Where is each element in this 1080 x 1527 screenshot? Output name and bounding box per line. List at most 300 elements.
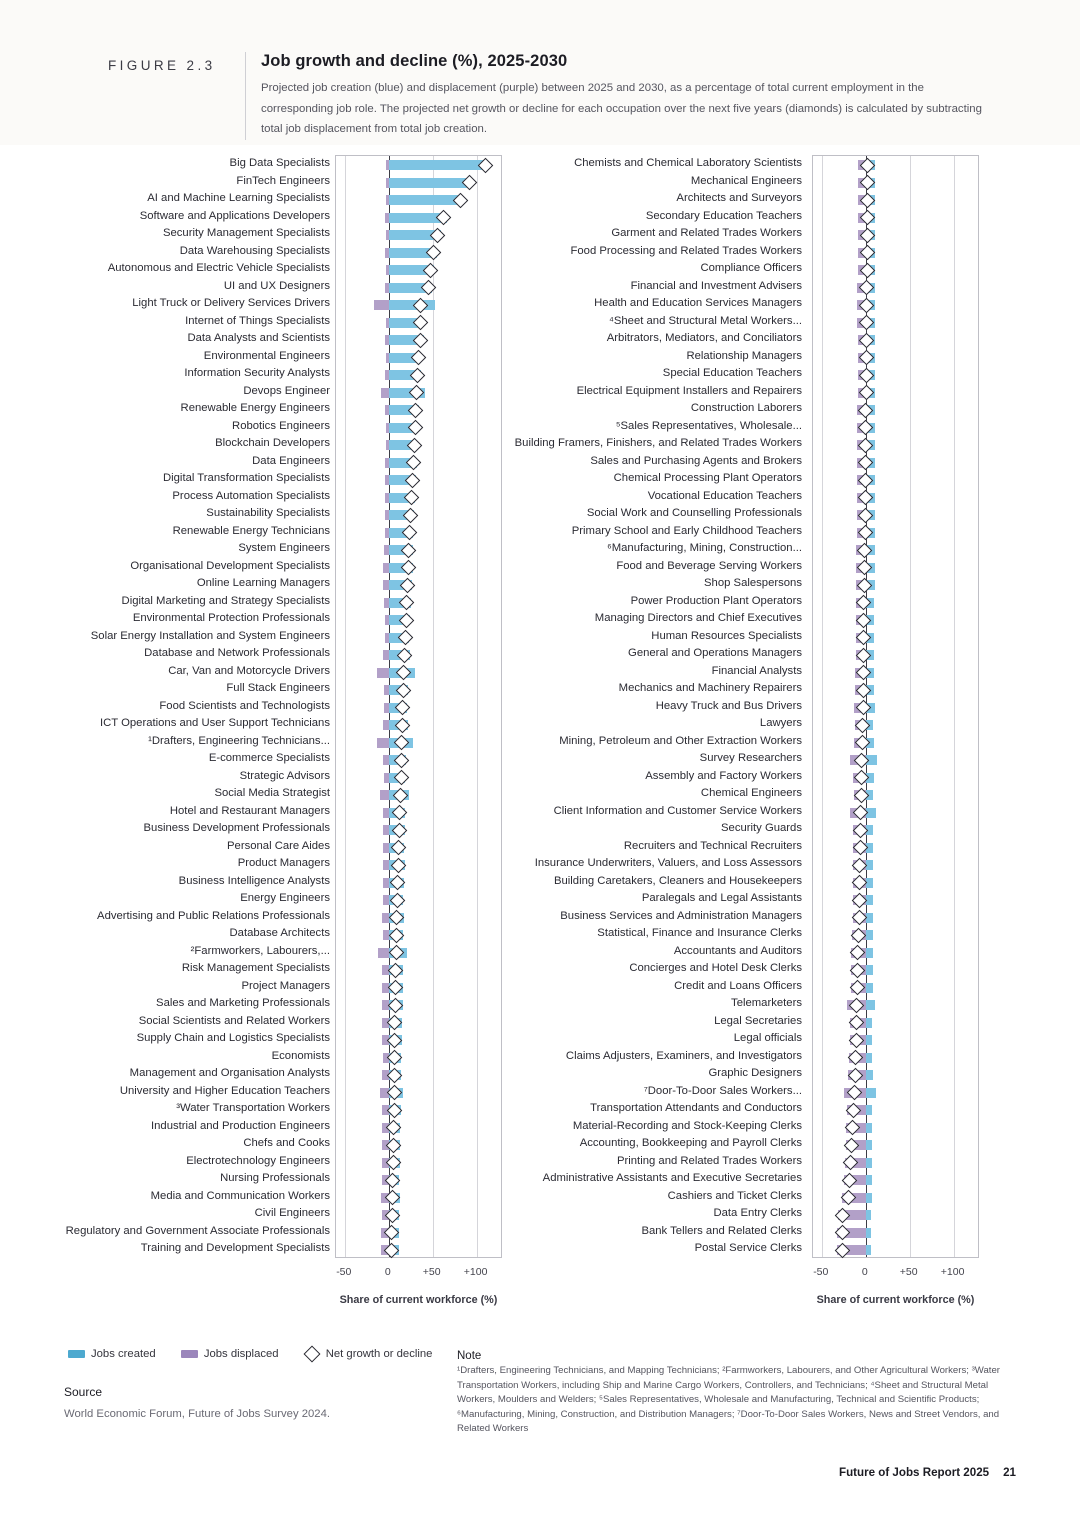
chart-row xyxy=(813,156,978,174)
chart-row xyxy=(336,296,501,314)
row-label: Financial Analysts xyxy=(711,664,802,677)
chart-row xyxy=(336,191,501,209)
row-label: Shop Salespersons xyxy=(704,577,802,589)
chart-row xyxy=(813,366,978,384)
chart-row xyxy=(336,1084,501,1102)
figure-subtitle: Projected job creation (blue) and displacement (purple) between 2025 and 2030, as a percentage of total current employment in the corresponding job role. The projected net growth or decline for each occupation over the next five years (diamonds) is calculated by subtracting total job displacement from total job creation. xyxy=(261,82,982,135)
row-label: ⁶Manufacturing, Mining, Construction... xyxy=(607,542,802,554)
chart-row xyxy=(336,874,501,892)
bar-jobs-displaced xyxy=(382,913,389,923)
row-label: System Engineers xyxy=(238,542,330,554)
chart-row xyxy=(813,1031,978,1049)
x-axis-tick: 0 xyxy=(384,1265,391,1278)
row-label: Robotics Engineers xyxy=(232,419,330,432)
row-label: Blockchain Developers xyxy=(215,437,330,449)
x-axis-tick: -50 xyxy=(813,1265,829,1278)
chart-row xyxy=(813,1049,978,1067)
bar-jobs-created xyxy=(866,1193,872,1203)
row-label: Supply Chain and Logistics Specialists xyxy=(136,1032,330,1044)
legend-label-net: Net growth or decline xyxy=(325,1348,433,1360)
row-label: Database and Network Professionals xyxy=(144,647,330,659)
chart-row xyxy=(336,1031,501,1049)
row-label: Insurance Underwriters, Valuers, and Loss Assessors xyxy=(534,857,802,869)
row-label: Credit and Loans Officers xyxy=(674,979,802,992)
chart-row xyxy=(813,1189,978,1207)
chart-row xyxy=(336,751,501,769)
row-label: Sales and Marketing Professionals xyxy=(156,997,330,1009)
row-label: ⁷Door-To-Door Sales Workers... xyxy=(643,1084,802,1097)
row-label: Digital Transformation Specialists xyxy=(162,472,330,484)
chart-row xyxy=(336,524,501,542)
row-label: Recruiters and Technical Recruiters xyxy=(623,839,802,852)
chart-row xyxy=(336,559,501,577)
row-label: Food Processing and Related Trades Workers xyxy=(570,244,802,257)
row-label: Information Security Analysts xyxy=(184,367,330,379)
bar-jobs-displaced xyxy=(386,160,389,170)
chart-row xyxy=(336,384,501,402)
chart-row xyxy=(336,961,501,979)
chart-row xyxy=(813,401,978,419)
chart-row xyxy=(336,1119,501,1137)
bar-jobs-displaced xyxy=(386,230,389,240)
chart-row xyxy=(813,821,978,839)
chart-row xyxy=(336,1171,501,1189)
chart-row xyxy=(813,664,978,682)
bar-jobs-displaced xyxy=(377,668,388,678)
row-label: FinTech Engineers xyxy=(236,174,330,187)
bar-jobs-displaced xyxy=(383,580,388,590)
bar-jobs-displaced xyxy=(383,860,389,870)
row-label: Chemical Processing Plant Operators xyxy=(613,472,802,484)
legend-label-created: Jobs created xyxy=(91,1348,156,1360)
displaced-swatch-icon xyxy=(181,1350,198,1358)
chart-row xyxy=(336,1241,501,1259)
row-label: UI and UX Designers xyxy=(223,279,330,292)
row-label: Social Scientists and Related Workers xyxy=(138,1014,330,1027)
x-axis-label: Share of current workforce (%) xyxy=(339,1293,498,1306)
row-label: Statistical, Finance and Insurance Clerks xyxy=(597,927,802,939)
note-text: ¹Drafters, Engineering Technicians, and Mapping Technicians; ²Farmworkers, Labourers, and Other Agricultural Workers; ³Water Transportation Workers, including Ship and Marine Cargo Workers, Controllers, and Technicians; ⁴Sheet and Structural Metal Workers, Moulders and Welders; ⁵Sales Representatives, Wholesale and Manufacturing, Technical and Scientific Products; ⁶Manufacturing, Mining, Construction, and Distribution Managers; ⁷Door-To-Door Sales Workers, News and Street Vendors, and Related Workers xyxy=(457,1365,1000,1435)
chart-row xyxy=(336,576,501,594)
chart-row xyxy=(336,156,501,174)
plot-area xyxy=(812,155,979,1258)
row-label: Paralegals and Legal Assistants xyxy=(641,892,802,904)
chart-row xyxy=(336,349,501,367)
chart-row xyxy=(813,524,978,542)
chart-row xyxy=(336,1189,501,1207)
bar-jobs-displaced xyxy=(386,353,389,363)
row-label: Building Framers, Finishers, and Related Trades Workers xyxy=(514,437,802,449)
row-label: Security Management Specialists xyxy=(162,227,330,239)
row-label: Cashiers and Ticket Clerks xyxy=(667,1189,802,1202)
row-label: Mechanical Engineers xyxy=(690,174,802,187)
chart-row xyxy=(336,821,501,839)
bar-jobs-displaced xyxy=(383,878,389,888)
row-label: ⁴Sheet and Structural Metal Workers... xyxy=(608,314,802,327)
chart-row xyxy=(813,1101,978,1119)
row-label: Civil Engineers xyxy=(254,1207,330,1219)
row-label: Mining, Petroleum and Other Extraction Workers xyxy=(559,734,802,747)
row-label: Business Intelligence Analysts xyxy=(178,874,330,887)
figure-header xyxy=(0,0,1080,145)
row-label: Bank Tellers and Related Clerks xyxy=(641,1224,802,1237)
chart-row xyxy=(336,1154,501,1172)
chart-row xyxy=(813,174,978,192)
row-label: Product Managers xyxy=(237,857,330,869)
row-label: E-commerce Specialists xyxy=(208,752,330,764)
bar-jobs-displaced xyxy=(385,493,389,503)
row-label: Hotel and Restaurant Managers xyxy=(169,804,330,817)
bar-jobs-created xyxy=(866,1158,872,1168)
bar-jobs-displaced xyxy=(383,650,388,660)
chart-row xyxy=(813,419,978,437)
bar-jobs-created xyxy=(866,1105,872,1115)
row-label: Sales and Purchasing Agents and Brokers xyxy=(590,454,802,467)
row-label: General and Operations Managers xyxy=(628,647,802,659)
row-label: Digital Marketing and Strategy Specialists xyxy=(121,594,330,607)
row-label: University and Higher Education Teachers xyxy=(119,1084,330,1097)
row-label: Administrative Assistants and Executive Secretaries xyxy=(542,1172,802,1184)
chart-row xyxy=(813,559,978,577)
chart-row xyxy=(336,1049,501,1067)
row-label: Electrotechnology Engineers xyxy=(186,1154,330,1167)
row-label: ¹Drafters, Engineering Technicians... xyxy=(148,734,330,747)
chart-row xyxy=(813,769,978,787)
bar-jobs-created xyxy=(866,1018,872,1028)
row-label: Concierges and Hotel Desk Clerks xyxy=(629,962,802,974)
bar-jobs-created xyxy=(389,178,473,188)
row-label: Big Data Specialists xyxy=(229,157,330,169)
row-label: Human Resources Specialists xyxy=(651,629,802,642)
bar-jobs-created xyxy=(389,160,488,170)
chart-row xyxy=(813,1014,978,1032)
row-label: Energy Engineers xyxy=(240,892,330,904)
row-label: Strategic Advisors xyxy=(239,769,330,782)
chart-row xyxy=(336,279,501,297)
chart-row xyxy=(813,944,978,962)
bar-jobs-created xyxy=(866,1175,872,1185)
row-label: Data Warehousing Specialists xyxy=(179,244,330,257)
row-label: Data Analysts and Scientists xyxy=(187,332,330,344)
x-axis-tick: +50 xyxy=(422,1265,441,1278)
chart-row xyxy=(336,909,501,927)
chart-row xyxy=(336,839,501,857)
chart-row xyxy=(813,699,978,717)
chart-row xyxy=(813,1119,978,1137)
row-label: ⁵Sales Representatives, Wholesale... xyxy=(615,419,802,432)
chart-row xyxy=(336,699,501,717)
row-label: Online Learning Managers xyxy=(196,577,330,589)
bar-jobs-displaced xyxy=(386,318,389,328)
row-label: Construction Laborers xyxy=(690,402,802,414)
bar-jobs-displaced xyxy=(385,633,389,643)
x-axis-label: Share of current workforce (%) xyxy=(816,1293,975,1306)
chart-row xyxy=(336,646,501,664)
chart-row xyxy=(336,1224,501,1242)
bar-jobs-created xyxy=(866,948,873,958)
chart-row xyxy=(336,244,501,262)
chart-row xyxy=(813,191,978,209)
row-label: Secondary Education Teachers xyxy=(645,209,802,222)
row-label: Managing Directors and Chief Executives xyxy=(594,612,802,624)
chart-row xyxy=(813,506,978,524)
chart-row xyxy=(813,611,978,629)
row-label: Compliance Officers xyxy=(700,262,802,274)
row-label: Building Caretakers, Cleaners and Housekeepers xyxy=(553,874,802,887)
chart-row xyxy=(336,1136,501,1154)
bar-jobs-displaced xyxy=(383,825,388,835)
bar-jobs-displaced xyxy=(384,685,388,695)
row-label: ICT Operations and User Support Technicians xyxy=(99,717,330,729)
bar-jobs-displaced xyxy=(377,738,388,748)
chart-row xyxy=(813,489,978,507)
chart-row xyxy=(336,226,501,244)
chart-row xyxy=(813,436,978,454)
row-label: Business Services and Administration Managers xyxy=(560,909,802,922)
row-label: Transportation Attendants and Conductors xyxy=(590,1102,802,1114)
row-label: Data Entry Clerks xyxy=(713,1207,802,1219)
chart-row xyxy=(336,926,501,944)
chart-row xyxy=(336,734,501,752)
chart-row xyxy=(336,331,501,349)
row-label: Lawyers xyxy=(759,717,802,729)
row-label: Solar Energy Installation and System Engineers xyxy=(90,629,330,642)
chart-row xyxy=(336,419,501,437)
bar-jobs-displaced xyxy=(386,195,389,205)
row-label: Advertising and Public Relations Professionals xyxy=(97,909,330,922)
row-label: Risk Management Specialists xyxy=(181,962,330,974)
chart-row xyxy=(813,681,978,699)
bar-jobs-displaced xyxy=(385,510,389,520)
row-label: AI and Machine Learning Specialists xyxy=(147,192,330,204)
row-label: Arbitrators, Mediators, and Conciliators xyxy=(606,332,802,344)
chart-row xyxy=(336,1066,501,1084)
bar-jobs-displaced xyxy=(383,895,388,905)
row-label: Chefs and Cooks xyxy=(243,1137,330,1149)
bar-jobs-displaced xyxy=(384,703,388,713)
chart-row xyxy=(336,856,501,874)
page-number: 21 xyxy=(1003,1466,1016,1479)
row-label: Financial and Investment Advisers xyxy=(630,279,802,292)
chart-row xyxy=(813,296,978,314)
bar-jobs-created xyxy=(866,1053,872,1063)
chart-row xyxy=(336,314,501,332)
bar-jobs-displaced xyxy=(385,615,389,625)
chart-row xyxy=(336,454,501,472)
bar-jobs-created xyxy=(866,1035,872,1045)
bar-jobs-displaced xyxy=(386,423,389,433)
row-label: Internet of Things Specialists xyxy=(185,314,330,327)
chart-row xyxy=(336,716,501,734)
chart-row xyxy=(336,209,501,227)
chart-row xyxy=(336,541,501,559)
row-label: Graphic Designers xyxy=(708,1067,802,1079)
chart-row xyxy=(813,331,978,349)
chart-row xyxy=(813,594,978,612)
bar-jobs-created xyxy=(866,930,873,940)
chart-row xyxy=(336,366,501,384)
chart-row xyxy=(813,1084,978,1102)
chart-row xyxy=(336,891,501,909)
bar-jobs-displaced xyxy=(383,563,388,573)
row-label: Environmental Engineers xyxy=(203,349,330,362)
row-label: Renewable Energy Technicians xyxy=(172,524,330,537)
bar-jobs-displaced xyxy=(385,283,389,293)
row-label: Environmental Protection Professionals xyxy=(132,612,330,624)
chart-row xyxy=(336,489,501,507)
row-label: Software and Applications Developers xyxy=(139,209,330,222)
chart-row xyxy=(813,1066,978,1084)
chart-row xyxy=(813,891,978,909)
row-label: Social Work and Counselling Professionals xyxy=(586,507,802,519)
row-label: Legal Secretaries xyxy=(714,1014,802,1027)
chart-row xyxy=(336,1101,501,1119)
header-divider xyxy=(245,52,246,140)
row-label: Architects and Surveyors xyxy=(676,192,802,204)
row-label: Telemarketers xyxy=(731,997,802,1009)
row-label: Legal officials xyxy=(733,1032,802,1044)
chart-row xyxy=(336,664,501,682)
row-label: Autonomous and Electric Vehicle Specialists xyxy=(107,262,330,274)
chart-row xyxy=(336,261,501,279)
x-axis-tick: 0 xyxy=(861,1265,868,1278)
chart-row xyxy=(336,506,501,524)
chart-row xyxy=(813,261,978,279)
chart-row xyxy=(813,804,978,822)
chart-legend xyxy=(68,1348,454,1360)
bar-jobs-displaced xyxy=(386,265,389,275)
chart-row xyxy=(813,979,978,997)
bar-jobs-displaced xyxy=(385,405,389,415)
x-axis-tick: +100 xyxy=(463,1265,488,1278)
bar-jobs-displaced xyxy=(385,248,389,258)
bar-jobs-created xyxy=(866,1210,871,1220)
chart-row xyxy=(336,1014,501,1032)
row-label: Light Truck or Delivery Services Drivers xyxy=(132,297,330,309)
row-label: Power Production Plant Operators xyxy=(630,594,802,607)
row-label: Business Development Professionals xyxy=(143,822,330,834)
x-axis-tick: +100 xyxy=(940,1265,965,1278)
chart-row xyxy=(813,856,978,874)
chart-row xyxy=(813,226,978,244)
chart-row xyxy=(813,384,978,402)
legend-item-displaced xyxy=(181,1348,279,1360)
chart-row xyxy=(813,734,978,752)
chart-row xyxy=(813,1171,978,1189)
bar-jobs-displaced xyxy=(383,755,388,765)
row-label: Postal Service Clerks xyxy=(694,1242,802,1254)
bar-jobs-displaced xyxy=(385,458,389,468)
bar-jobs-created xyxy=(866,1070,873,1080)
row-label: Sustainability Specialists xyxy=(206,507,330,519)
row-label: Full Stack Engineers xyxy=(226,682,330,694)
source-text: World Economic Forum, Future of Jobs Survey 2024. xyxy=(64,1408,331,1420)
note-title: Note xyxy=(457,1350,482,1362)
row-label: Chemists and Chemical Laboratory Scientists xyxy=(574,157,802,169)
chart-row xyxy=(336,611,501,629)
row-label: Project Managers xyxy=(241,979,330,992)
bar-jobs-displaced xyxy=(378,948,389,958)
bar-jobs-displaced xyxy=(384,545,388,555)
chart-row xyxy=(813,1136,978,1154)
row-label: Relationship Managers xyxy=(686,349,802,362)
row-label: Personal Care Aides xyxy=(227,839,330,852)
row-label: Printing and Related Trades Workers xyxy=(616,1154,802,1167)
row-label: Claims Adjusters, Examiners, and Investigators xyxy=(565,1049,802,1062)
chart-row xyxy=(813,629,978,647)
chart-row xyxy=(813,314,978,332)
row-label: Health and Education Services Managers xyxy=(594,297,802,309)
chart-row xyxy=(336,436,501,454)
chart-row xyxy=(336,594,501,612)
chart-row xyxy=(336,996,501,1014)
row-label: ³Water Transportation Workers xyxy=(176,1102,330,1114)
chart-row xyxy=(813,646,978,664)
chart-row xyxy=(813,1206,978,1224)
bar-jobs-displaced xyxy=(383,720,388,730)
chart-row xyxy=(813,1154,978,1172)
row-label: Training and Development Specialists xyxy=(140,1242,330,1254)
row-label: Process Automation Specialists xyxy=(172,489,330,502)
bar-jobs-displaced xyxy=(383,843,388,853)
row-label: Renewable Energy Engineers xyxy=(180,402,330,414)
bar-jobs-created xyxy=(866,1088,877,1098)
bar-jobs-displaced xyxy=(384,773,388,783)
row-label: Regulatory and Government Associate Professionals xyxy=(65,1224,330,1237)
footer xyxy=(839,1466,1016,1479)
row-label: Security Guards xyxy=(721,822,802,834)
chart-row xyxy=(336,804,501,822)
diamond-icon xyxy=(303,1346,320,1363)
figure-label: FIGURE 2.3 xyxy=(108,58,216,73)
chart-row xyxy=(336,979,501,997)
legend-label-displaced: Jobs displaced xyxy=(203,1348,279,1360)
chart-row xyxy=(813,751,978,769)
chart-row xyxy=(813,716,978,734)
chart-row xyxy=(336,1206,501,1224)
chart-row xyxy=(336,681,501,699)
chart-row xyxy=(813,576,978,594)
row-label: Food Scientists and Technologists xyxy=(159,699,330,712)
bar-jobs-displaced xyxy=(385,475,389,485)
row-label: Food and Beverage Serving Workers xyxy=(616,559,802,572)
row-label: Organisational Development Specialists xyxy=(130,559,330,572)
chart-row xyxy=(813,874,978,892)
chart-row xyxy=(813,454,978,472)
plot-area xyxy=(335,155,502,1258)
chart-row xyxy=(813,926,978,944)
bar-jobs-created xyxy=(866,1140,872,1150)
row-label: Heavy Truck and Bus Drivers xyxy=(655,699,802,712)
x-axis-tick: -50 xyxy=(336,1265,352,1278)
row-label: Economists xyxy=(271,1049,330,1062)
chart-row xyxy=(336,174,501,192)
row-label: Electrical Equipment Installers and Repairers xyxy=(576,384,802,397)
bar-jobs-displaced xyxy=(385,528,389,538)
row-label: Social Media Strategist xyxy=(214,787,330,799)
chart-row xyxy=(336,769,501,787)
chart-row xyxy=(813,244,978,262)
chart-row xyxy=(336,401,501,419)
row-label: Special Education Teachers xyxy=(662,367,802,379)
bar-jobs-displaced xyxy=(380,790,389,800)
x-axis-tick: +50 xyxy=(899,1265,918,1278)
bar-jobs-displaced xyxy=(385,213,389,223)
bar-jobs-displaced xyxy=(385,335,389,345)
chart-row xyxy=(336,471,501,489)
chart-row xyxy=(813,961,978,979)
row-label: Database Architects xyxy=(229,927,330,939)
